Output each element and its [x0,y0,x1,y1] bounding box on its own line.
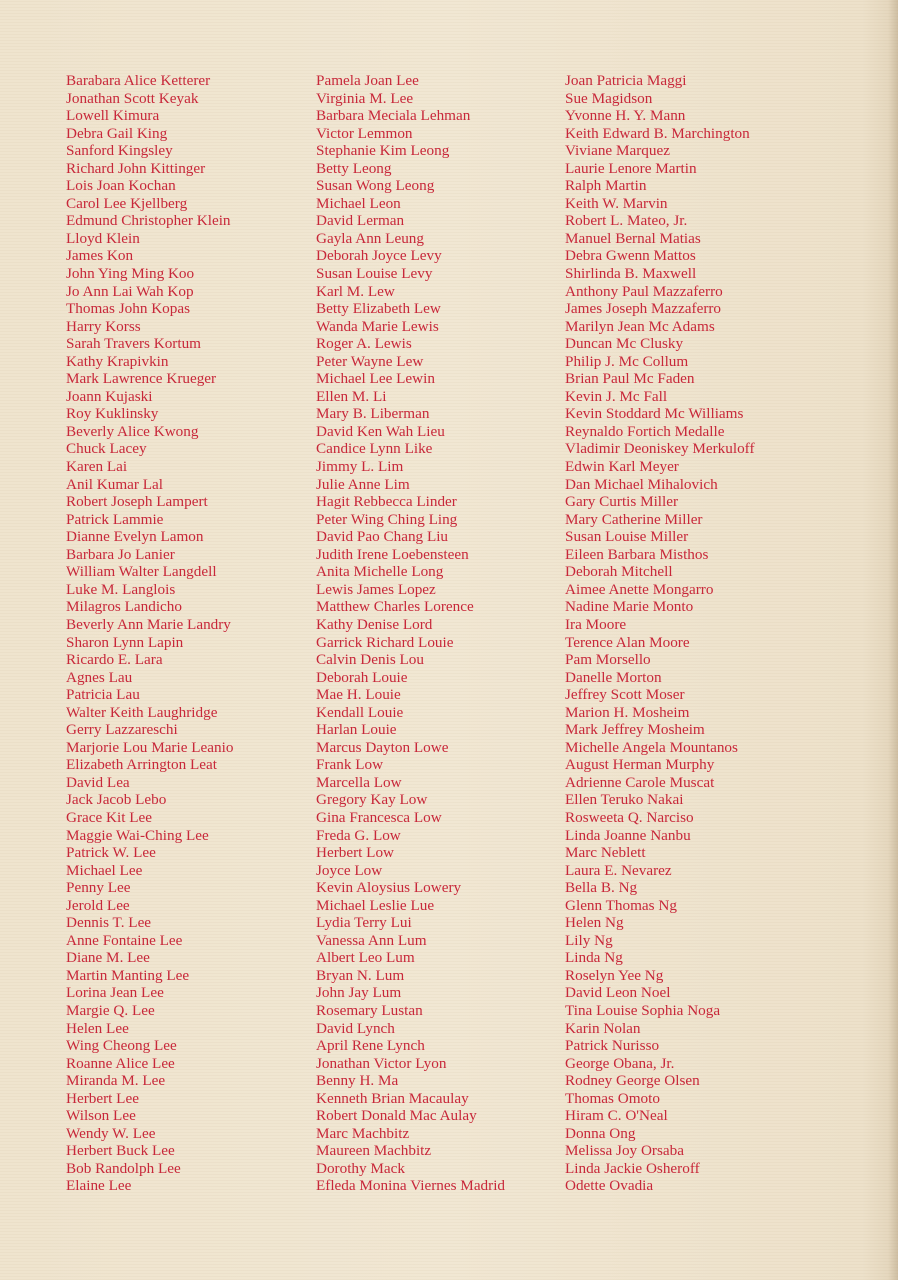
name-entry: Deborah Louie [316,668,408,686]
name-entry: Miranda M. Lee [66,1072,166,1090]
name-entry: Shirlinda B. Maxwell [565,265,697,283]
name-entry: Penny Lee [66,879,131,897]
name-entry: Helen Lee [66,1019,129,1037]
name-entry: Yvonne H. Y. Mann [565,107,686,125]
name-entry: Vladimir Deoniskey Merkuloff [565,440,755,458]
name-entry: Michael Leslie Lue [316,896,435,914]
name-entry: Freda G. Low [316,826,401,844]
name-entry: Glenn Thomas Ng [565,896,677,914]
name-entry: Maureen Machbitz [316,1142,432,1160]
name-entry: April Rene Lynch [316,1037,425,1055]
name-entry: Patricia Lau [66,686,140,704]
name-entry: Bryan N. Lum [316,966,405,984]
name-entry: Deborah Joyce Levy [316,247,442,265]
name-entry: Rosweeta Q. Narciso [565,808,694,826]
name-entry: Benny H. Ma [316,1072,399,1090]
name-entry: Anthony Paul Mazzaferro [565,282,723,300]
name-entry: George Obana, Jr. [565,1054,675,1072]
name-entry: Julie Anne Lim [316,475,410,493]
name-entry: Wanda Marie Lewis [316,317,439,335]
name-entry: Jeffrey Scott Moser [565,686,685,704]
name-entry: Bob Randolph Lee [66,1159,181,1177]
name-entry: Patrick Lammie [66,510,164,528]
name-entry: Roger A. Lewis [316,335,412,353]
name-entry: Viviane Marquez [565,142,670,160]
name-entry: Pam Morsello [565,651,651,669]
name-entry: Martin Manting Lee [66,966,190,984]
name-entry: Terence Alan Moore [565,633,690,651]
name-entry: Ellen Teruko Nakai [565,791,684,809]
name-entry: Jonathan Victor Lyon [316,1054,447,1072]
name-entry: Susan Louise Levy [316,265,433,283]
name-entry: Marc Neblett [565,844,646,862]
name-entry: Dianne Evelyn Lamon [66,528,204,546]
name-entry: Kevin J. Mc Fall [565,387,668,405]
name-entry: David Ken Wah Lieu [316,422,445,440]
name-entry: Herbert Lee [66,1089,139,1107]
name-entry: Roselyn Yee Ng [565,966,664,984]
name-entry: Keith W. Marvin [565,194,668,212]
name-entry: Diane M. Lee [66,949,150,967]
name-entry: Barbara Meciala Lehman [316,107,471,125]
name-entry: Virginia M. Lee [316,89,414,107]
name-entry: Peter Wayne Lew [316,352,424,370]
name-entry: Judith Irene Loebensteen [316,545,469,563]
name-entry: Ralph Martin [565,177,647,195]
name-entry: Gary Curtis Miller [565,493,679,511]
name-entry: David Lynch [316,1019,395,1037]
name-entry: Betty Leong [316,159,392,177]
name-entry: Linda Ng [565,949,623,967]
name-entry: Harlan Louie [316,721,397,739]
name-entry: Beverly Ann Marie Landry [66,615,231,633]
name-entry: Elizabeth Arrington Leat [66,756,217,774]
name-entry: Margie Q. Lee [66,1001,155,1019]
name-entry: Roanne Alice Lee [66,1054,175,1072]
name-entry: Lloyd Klein [66,229,140,247]
name-entry: Aimee Anette Mongarro [565,580,714,598]
name-entry: Edmund Christopher Klein [66,212,231,230]
name-entry: Michelle Angela Mountanos [565,738,738,756]
name-entry: Barbara Jo Lanier [66,545,175,563]
name-entry: Michael Leon [316,194,401,212]
name-entry: Tina Louise Sophia Noga [565,1001,721,1019]
name-entry: Robert L. Mateo, Jr. [565,212,688,230]
name-entry: Patrick W. Lee [66,844,156,862]
name-entry: William Walter Langdell [66,563,217,581]
name-entry: Barabara Alice Ketterer [66,72,211,89]
name-entry: Susan Louise Miller [565,528,689,546]
name-entry: Wing Cheong Lee [66,1037,177,1055]
name-entry: Susan Wong Leong [316,177,435,195]
name-entry: Hiram C. O'Neal [565,1107,668,1125]
name-entry: Reynaldo Fortich Medalle [565,422,725,440]
name-entry: Mark Lawrence Krueger [66,370,217,388]
name-column-1 [66,72,233,1195]
name-entry: Debra Gwenn Mattos [565,247,696,265]
name-entry: Pamela Joan Lee [316,72,419,89]
name-entry: Kathy Denise Lord [316,615,433,633]
name-entry: Maggie Wai-Ching Lee [66,826,209,844]
name-entry: Sanford Kingsley [66,142,173,160]
name-entry: Linda Joanne Nanbu [565,826,691,844]
name-entry: Marion H. Mosheim [565,703,690,721]
name-entry: Thomas Omoto [565,1089,660,1107]
name-entry: Debra Gail King [66,124,168,142]
name-entry: Gerry Lazzareschi [66,721,178,739]
name-entry: Betty Elizabeth Lew [316,300,441,318]
name-entry: Lowell Kimura [66,107,160,125]
name-entry: Mark Jeffrey Mosheim [565,721,705,739]
name-entry: Anil Kumar Lal [66,475,164,493]
name-entry: Peter Wing Ching Ling [316,510,458,528]
name-entry: Lorina Jean Lee [66,984,164,1002]
name-entry: Danelle Morton [565,668,662,686]
name-entry: Grace Kit Lee [66,808,153,826]
name-entry: John Jay Lum [316,984,402,1002]
name-entry: Karen Lai [66,458,128,476]
name-entry: Hagit Rebbecca Linder [316,493,457,511]
name-entry: David Leon Noel [565,984,671,1002]
name-entry: Kevin Aloysius Lowery [316,879,462,897]
name-entry: Rosemary Lustan [316,1001,423,1019]
name-entry: Rodney George Olsen [565,1072,700,1090]
name-entry: Dan Michael Mihalovich [565,475,718,493]
name-entry: Gina Francesca Low [316,808,442,826]
name-entry: Karin Nolan [565,1019,641,1037]
name-entry: Laura E. Nevarez [565,861,672,879]
name-entry: Anita Michelle Long [316,563,444,581]
name-column-3 [565,72,755,1195]
name-entry: Mary Catherine Miller [565,510,703,528]
name-entry: Gregory Kay Low [316,791,428,809]
name-entry: Lois Joan Kochan [66,177,176,195]
name-entry: Marcella Low [316,773,402,791]
name-entry: Mary B. Liberman [316,405,430,423]
name-entry: John Ying Ming Koo [66,265,195,283]
name-entry: Walter Keith Laughridge [66,703,218,721]
name-entry: Herbert Low [316,844,395,862]
name-entry: Odette Ovadia [565,1177,654,1195]
name-entry: Marjorie Lou Marie Leanio [66,738,234,756]
name-entry: James Kon [66,247,134,265]
name-entry: Kendall Louie [316,703,404,721]
name-entry: Deborah Mitchell [565,563,673,581]
name-entry: Edwin Karl Meyer [565,458,679,476]
name-entry: Calvin Denis Lou [316,651,424,669]
name-entry: Victor Lemmon [316,124,413,142]
name-entry: Bella B. Ng [565,879,638,897]
name-entry: Joan Patricia Maggi [565,72,687,89]
name-entry: Anne Fontaine Lee [66,931,183,949]
name-entry: Frank Low [316,756,384,774]
name-column-2 [316,72,505,1195]
name-entry: Joyce Low [316,861,383,879]
name-entry: Ricardo E. Lara [66,651,163,669]
name-entry: Dennis T. Lee [66,914,152,932]
name-entry: Philip J. Mc Collum [565,352,689,370]
name-entry: Sharon Lynn Lapin [66,633,184,651]
name-entry: Jo Ann Lai Wah Kop [66,282,194,300]
name-entry: James Joseph Mazzaferro [565,300,722,318]
name-entry: Eileen Barbara Misthos [565,545,709,563]
name-entry: Thomas John Kopas [66,300,191,318]
name-entry: Ira Moore [565,615,627,633]
name-entry: David Pao Chang Liu [316,528,449,546]
name-entry: Candice Lynn Like [316,440,433,458]
name-entry: Keith Edward B. Marchington [565,124,750,142]
name-entry: Adrienne Carole Muscat [565,773,715,791]
name-entry: Sarah Travers Kortum [66,335,201,353]
name-entry: Jimmy L. Lim [316,458,404,476]
name-entry: Vanessa Ann Lum [316,931,427,949]
name-entry: Duncan Mc Clusky [565,335,684,353]
name-entry: Nadine Marie Monto [565,598,694,616]
name-entry: Joann Kujaski [66,387,153,405]
name-entry: Michael Lee [66,861,143,879]
name-entry: Kathy Krapivkin [66,352,169,370]
name-entry: August Herman Murphy [565,756,715,774]
name-entry: Lewis James Lopez [316,580,436,598]
name-entry: Michael Lee Lewin [316,370,435,388]
name-entry: Ellen M. Li [316,387,387,405]
name-entry: Marc Machbitz [316,1124,410,1142]
name-entry: Agnes Lau [66,668,133,686]
name-entry: David Lerman [316,212,405,230]
name-entry: Wendy W. Lee [66,1124,156,1142]
name-entry: Elaine Lee [66,1177,132,1195]
name-entry: Albert Leo Lum [316,949,415,967]
name-entry: Milagros Landicho [66,598,182,616]
name-entry: Mae H. Louie [316,686,401,704]
name-entry: Lily Ng [565,931,613,949]
name-entry: Linda Jackie Osheroff [565,1159,700,1177]
name-entry: Kevin Stoddard Mc Williams [565,405,744,423]
name-entry: Richard John Kittinger [66,159,206,177]
name-entry: Roy Kuklinsky [66,405,159,423]
name-entry: Jack Jacob Lebo [66,791,167,809]
name-entry: Brian Paul Mc Faden [565,370,695,388]
name-entry: Garrick Richard Louie [316,633,454,651]
name-entry: Gayla Ann Leung [316,229,424,247]
name-entry: Marcus Dayton Lowe [316,738,449,756]
name-entry: Jerold Lee [66,896,130,914]
name-entry: Harry Korss [66,317,141,335]
name-entry: Marilyn Jean Mc Adams [565,317,715,335]
name-entry: Matthew Charles Lorence [316,598,474,616]
name-entry: Efleda Monina Viernes Madrid [316,1177,506,1195]
name-entry: Lydia Terry Lui [316,914,412,932]
name-entry: Robert Donald Mac Aulay [316,1107,477,1125]
name-entry: Helen Ng [565,914,624,932]
name-entry: Beverly Alice Kwong [66,422,199,440]
name-entry: Luke M. Langlois [66,580,176,598]
name-entry: Patrick Nurisso [565,1037,660,1055]
name-entry: Karl M. Lew [316,282,395,300]
name-entry: Manuel Bernal Matias [565,229,701,247]
name-entry: Dorothy Mack [316,1159,405,1177]
name-entry: Herbert Buck Lee [66,1142,175,1160]
paper-edge-shadow [888,0,898,1280]
name-entry: Robert Joseph Lampert [66,493,208,511]
name-entry: Donna Ong [565,1124,636,1142]
name-entry: Chuck Lacey [66,440,147,458]
name-entry: Sue Magidson [565,89,653,107]
name-entry: Kenneth Brian Macaulay [316,1089,469,1107]
name-entry: Carol Lee Kjellberg [66,194,188,212]
name-entry: Wilson Lee [66,1107,136,1125]
name-entry: David Lea [66,773,130,791]
name-entry: Jonathan Scott Keyak [66,89,199,107]
name-entry: Laurie Lenore Martin [565,159,697,177]
name-entry: Melissa Joy Orsaba [565,1142,684,1160]
name-entry: Stephanie Kim Leong [316,142,450,160]
